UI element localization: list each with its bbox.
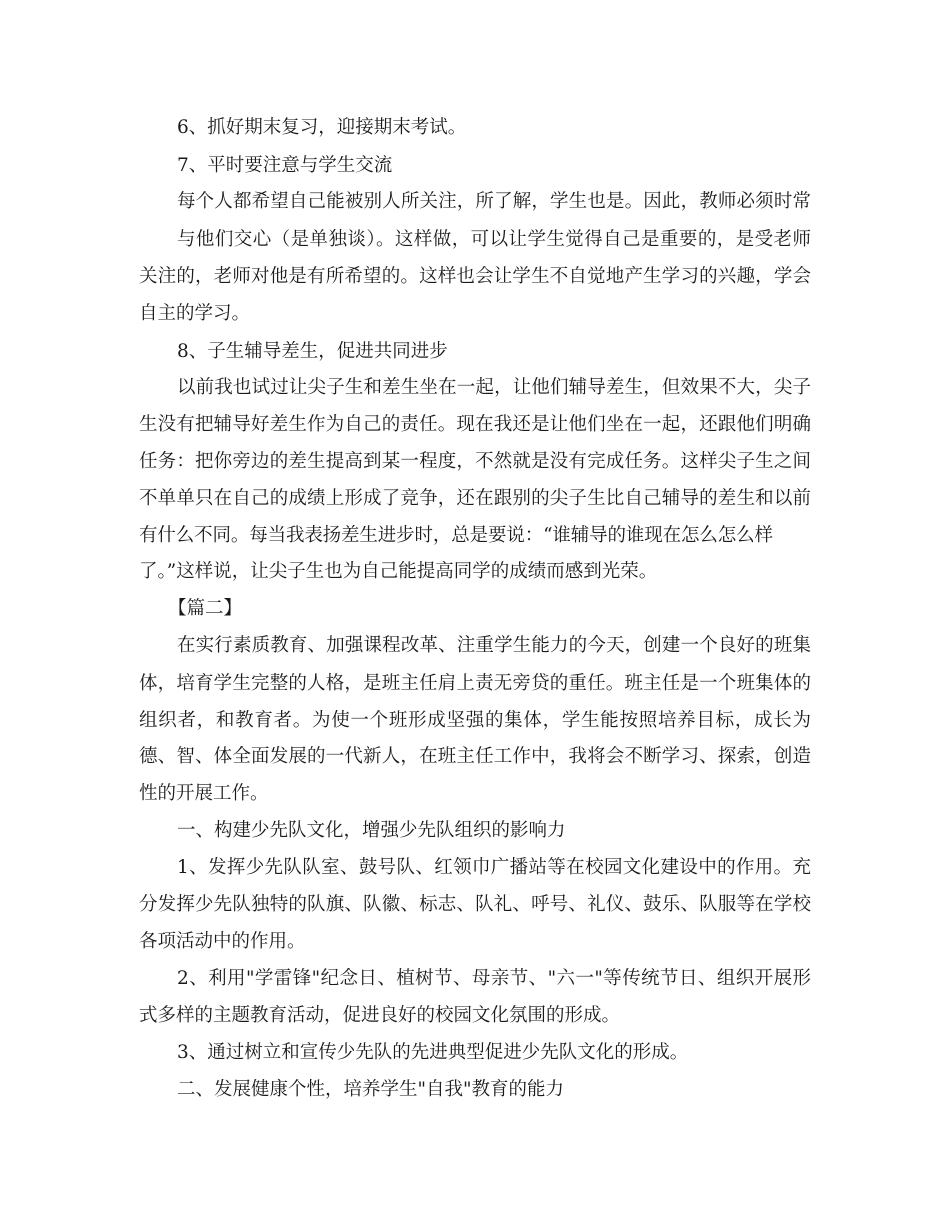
subsection-heading: 二、发展健康个性，培养学生"自我"教育的能力 <box>177 1079 565 1100</box>
paragraph-line: 2、利用"学雷锋"纪念日、植树节、母亲节、"六一"等传统节日、组织开展形 <box>177 968 812 989</box>
paragraph-line: 1、发挥少先队队室、鼓号队、红领巾广播站等在校园文化建设中的作用。充 <box>177 857 812 878</box>
section-heading: 【篇二】 <box>168 598 243 619</box>
subsection-heading: 一、构建少先队文化，增强少先队组织的影响力 <box>177 820 566 841</box>
paragraph-line: 与他们交心（是单独谈）。这样做，可以让学生觉得自己是重要的，是受老师 <box>177 229 812 250</box>
paragraph-line: 任务：把你旁边的差生提高到某一程度，不然就是没有完成任务。这样尖子生之间 <box>139 451 812 472</box>
paragraph-line: 自主的学习。 <box>139 303 251 324</box>
paragraph-line: 了。”这样说，让尖子生也为自己能提高同学的成绩而感到光荣。 <box>139 561 658 582</box>
paragraph-line: 组织者，和教育者。为使一个班形成坚强的集体，学生能按照培养目标，成长为 <box>139 710 812 731</box>
paragraph-line: 关注的，老师对他是有所希望的。这样也会让学生不自觉地产生学习的兴趣，学会 <box>139 266 812 287</box>
paragraph-line: 3、通过树立和宣传少先队的先进典型促进少先队文化的形成。 <box>177 1042 689 1063</box>
paragraph-line: 体，培育学生完整的人格，是班主任肩上责无旁贷的重任。班主任是一个班集体的 <box>139 673 812 694</box>
paragraph-line: 每个人都希望自己能被别人所关注，所了解，学生也是。因此，教师必须时常 <box>177 191 812 212</box>
paragraph-line: 不单单只在自己的成绩上形成了竞争，还在跟别的尖子生比自己辅导的差生和以前 <box>139 488 812 509</box>
paragraph-line: 各项活动中的作用。 <box>139 931 306 952</box>
paragraph-line: 有什么不同。每当我表扬差生进步时，总是要说：“谁辅导的谁现在怎么怎么样 <box>139 525 773 546</box>
paragraph-line: 生没有把辅导好差生作为自己的责任。现在我还是让他们坐在一起，还跟他们明确 <box>139 414 812 435</box>
paragraph-line: 以前我也试过让尖子生和差生坐在一起，让他们辅导差生，但效果不大，尖子 <box>177 377 812 398</box>
paragraph-line: 式多样的主题教育活动，促进良好的校园文化氛围的形成。 <box>139 1005 621 1026</box>
paragraph-line: 分发挥少先队独特的队旗、队徽、标志、队礼、呼号、礼仪、鼓乐、队服等在学校 <box>139 894 812 915</box>
paragraph-line: 8、子生辅导差生，促进共同进步 <box>177 341 448 362</box>
paragraph-line: 德、智、体全面发展的一代新人，在班主任工作中，我将会不断学习、探索，创造 <box>139 746 812 767</box>
paragraph-line: 7、平时要注意与学生交流 <box>177 155 393 176</box>
paragraph-line: 在实行素质教育、加强课程改革、注重学生能力的今天，创建一个良好的班集 <box>177 635 812 656</box>
paragraph-line: 性的开展工作。 <box>139 783 269 804</box>
paragraph-line: 6、抓好期末复习，迎接期末考试。 <box>177 117 467 138</box>
